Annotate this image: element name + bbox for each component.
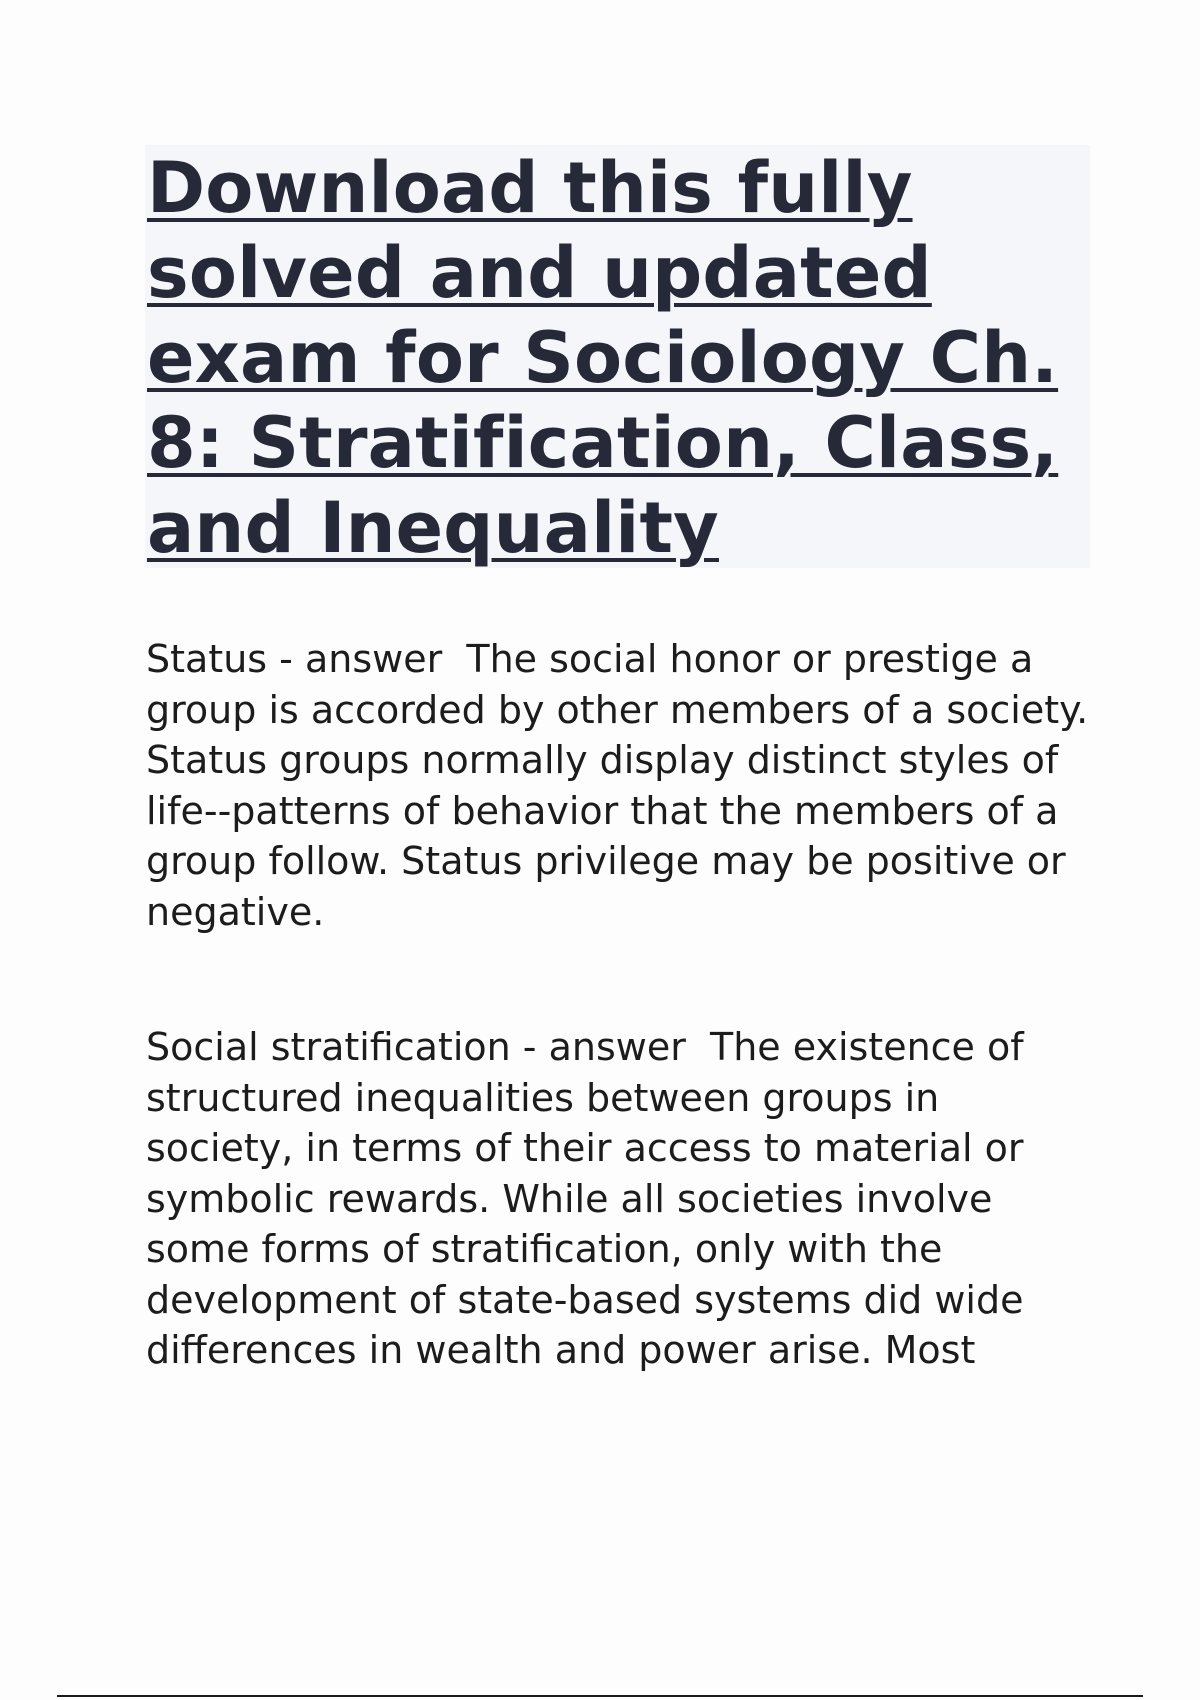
document-title-link[interactable]: Download this fully solved and updated exam for Sociology Ch. 8: Stratification, Class, and Inequality [147, 147, 1059, 569]
entry-social-stratification: Social stratification - answer The existence of structured inequalities between groups in society, in terms of their access to material or symbolic rewards. While all societies involve some forms of stratification, only with the development of state-based systems did wide differences in wealth and power arise. Most [146, 1025, 1036, 1372]
footer-divider [57, 1695, 1143, 1697]
entry-status: Status - answer The social honor or prestige a group is accorded by other members of a society. Status groups normally display distinct styles of life--patterns of behavior that the members of a group follow. Status privilege may be positive or negative. [146, 637, 1101, 934]
